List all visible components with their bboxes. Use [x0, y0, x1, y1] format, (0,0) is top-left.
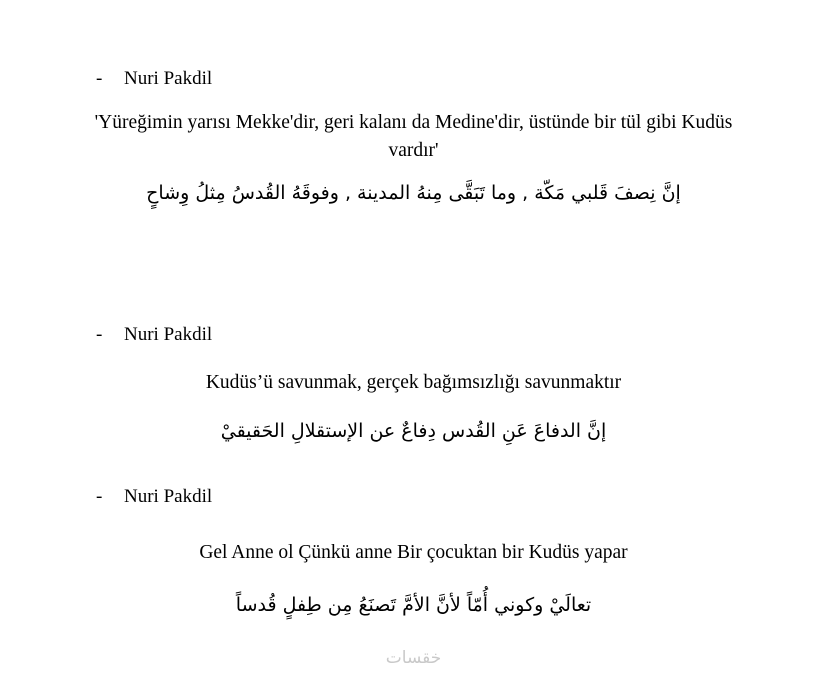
quote-arabic: تعالَيْ وكوني أُمّاً لأنَّ الأمَّ تَصنَعُ مِن طِفلٍ قُدساً [235, 594, 592, 617]
author-line [0, 68, 827, 91]
quote-arabic: إنَّ الدفاعَ عَنِ القُدس دِفاعٌ عن الإستقلالِ الحَقيقيْ [220, 420, 607, 443]
quote-block [0, 68, 827, 210]
quote-block [0, 486, 827, 621]
quote-turkish: 'Yüreğimin yarısı Mekke'dir, geri kalanı da Medine'dir, üstünde bir tül gibi Kudüs vardır' [94, 111, 733, 162]
author-name: Nuri Pakdil [124, 486, 213, 507]
bullet-dash: - [96, 324, 103, 345]
author-name: Nuri Pakdil [124, 324, 213, 345]
quote-turkish: Gel Anne ol Çünkü anne Bir çocuktan bir Kudüs yapar [199, 541, 628, 563]
bullet-dash: - [96, 68, 103, 89]
author-name: Nuri Pakdil [124, 68, 213, 89]
watermark: خقسات [385, 648, 442, 668]
quote-block [0, 324, 827, 447]
author-line [0, 486, 827, 509]
bullet-dash: - [96, 486, 103, 507]
quote-turkish: Kudüs’ü savunmak, gerçek bağımsızlığı savunmaktır [205, 371, 622, 393]
author-line [0, 324, 827, 347]
quote-arabic: إنَّ نِصفَ قَلبي مَكّة , وما تَبَقَّى مِنهُ المدينة , وفوقَهُ القُدسُ مِثلُ وِشاحٍ [146, 182, 681, 205]
